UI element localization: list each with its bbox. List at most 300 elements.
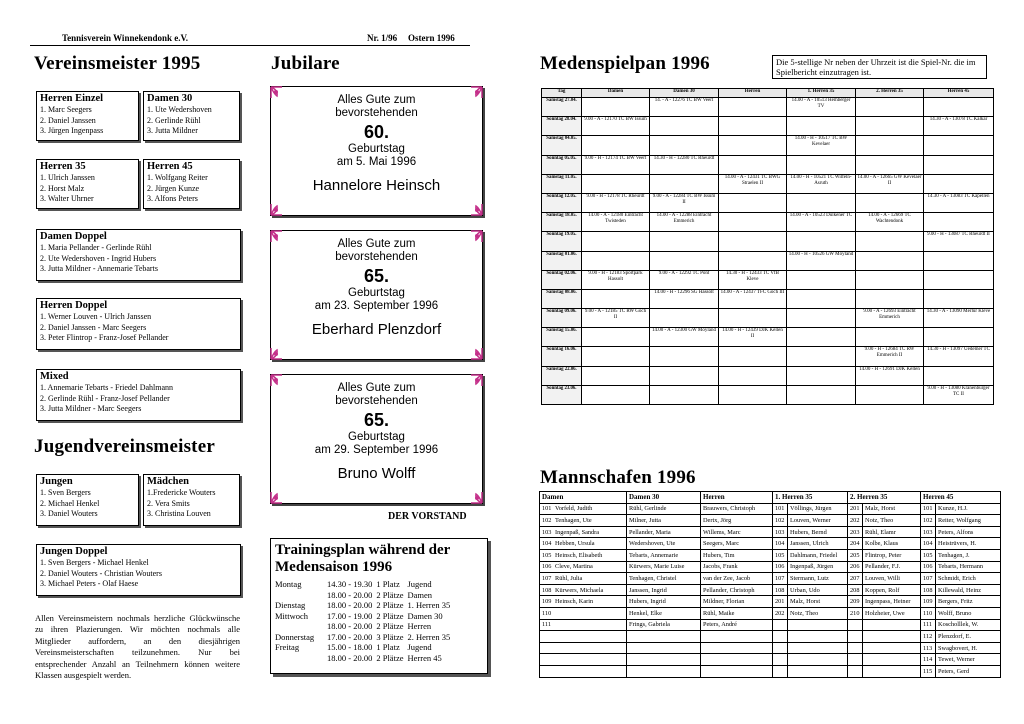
medenspiel-match bbox=[582, 385, 650, 404]
player-number: Peters, Gerd bbox=[936, 665, 1001, 677]
mannschaft-damen-cell bbox=[540, 654, 627, 666]
player-name: 209 bbox=[848, 596, 863, 608]
training-row bbox=[275, 579, 454, 590]
player-name: Heinsch, Karin bbox=[555, 598, 594, 606]
player-number: Flintrop, Peter bbox=[863, 549, 921, 561]
training-cell: 3 Plätze bbox=[376, 631, 404, 642]
medenspiel-match bbox=[787, 289, 856, 308]
player-number bbox=[863, 642, 921, 654]
player-number: Hubers, Bernd bbox=[788, 526, 848, 538]
player-name: 106 bbox=[773, 561, 788, 573]
card-age: 60. bbox=[363, 121, 390, 142]
player-number: Schmidt, Erich bbox=[936, 573, 1001, 585]
medenspiel-match: 14.00 - H - 10517 TC BW Kevelaer bbox=[787, 136, 856, 155]
player-number: Notz, Theo bbox=[863, 515, 921, 527]
box-title: Damen Doppel bbox=[40, 231, 107, 242]
training-cell: Damen 30 bbox=[407, 610, 443, 621]
mannschaft-row bbox=[540, 631, 1001, 643]
player-number: Killewald, Heinz bbox=[936, 584, 1001, 596]
medenspiel-row bbox=[542, 232, 994, 251]
mannschaft-row bbox=[540, 642, 1001, 654]
player-number: Plenzdorf, E. bbox=[936, 631, 1001, 643]
card-age: 65. bbox=[363, 409, 390, 430]
header-rule bbox=[30, 45, 470, 46]
mannschaft-row bbox=[540, 538, 1001, 550]
player-name: 104 bbox=[773, 538, 788, 550]
corner-ornament-icon bbox=[270, 484, 290, 504]
box-line: 3. Christina Louven bbox=[147, 509, 211, 518]
player-number bbox=[863, 631, 921, 643]
card-date: am 5. Mai 1996 bbox=[336, 156, 417, 168]
medenspiel-match bbox=[924, 366, 994, 385]
medenspiel-row bbox=[542, 270, 994, 289]
mannschaft-col-header: Damen 30 bbox=[627, 492, 701, 504]
training-cell: Dienstag bbox=[275, 600, 306, 610]
medenspiel-match: 9.00 - A - 12292 TC Pont bbox=[650, 270, 719, 289]
medenspiel-day: Sonntag 09.06. bbox=[542, 309, 582, 328]
medenspiel-day: Samstag 22.06. bbox=[542, 366, 582, 385]
medenspiel-match bbox=[856, 251, 924, 270]
medenspiel-match bbox=[582, 232, 650, 251]
medenspiel-match bbox=[856, 289, 924, 308]
medenspiel-day: Samstag 08.06. bbox=[542, 289, 582, 308]
medenspiel-day: Sonntag 28.04. bbox=[542, 117, 582, 136]
box-jungen bbox=[36, 474, 139, 526]
training-row bbox=[275, 621, 454, 632]
player-name bbox=[773, 654, 788, 666]
player-number: Willems, Marc bbox=[701, 526, 773, 538]
player-name: 101 bbox=[773, 503, 788, 515]
birthday-card-2 bbox=[270, 230, 483, 360]
medenspiel-match: 9.00 - A - 12185 TC RW Goch II bbox=[582, 309, 650, 328]
medenspiel-match bbox=[719, 213, 787, 232]
player-name: Vorfeld, Judith bbox=[555, 505, 593, 513]
medenspiel-match: 14.00 - A - 12669 TC Wachtendonk bbox=[856, 213, 924, 232]
player-name: Rühl, Julia bbox=[555, 574, 583, 582]
mannschaft-row bbox=[540, 584, 1001, 596]
box-line: 3. Daniel Wouters bbox=[40, 509, 98, 518]
player-number bbox=[701, 665, 773, 677]
box-maedchen bbox=[143, 474, 240, 526]
medenspiel-match bbox=[924, 136, 994, 155]
medenspiel-day: Samstag 11.05. bbox=[542, 174, 582, 193]
box-line: 1. Ute Wedershoven bbox=[147, 105, 212, 114]
player-name: Hebben, Ursula bbox=[555, 540, 595, 548]
box-line: 2. Ute Wedershoven - Ingrid Hubers bbox=[40, 253, 157, 263]
player-number: Janssen, Ulrich bbox=[788, 538, 848, 550]
trainingsplan-table bbox=[275, 579, 454, 663]
box-herren-einzel bbox=[36, 91, 139, 141]
medenspiel-match: 14.00 - H - 10526 GW Moyland bbox=[787, 251, 856, 270]
training-cell: Herren 45 bbox=[407, 652, 442, 663]
medenspiel-match bbox=[650, 385, 719, 404]
medenspiel-row bbox=[542, 289, 994, 308]
medenspiel-row bbox=[542, 174, 994, 193]
medenspiel-row bbox=[542, 155, 994, 174]
training-cell: 1 Platz bbox=[376, 579, 400, 589]
training-cell: Donnerstag bbox=[275, 631, 315, 642]
mannschaft-damen-cell bbox=[540, 607, 627, 619]
player-name: 201 bbox=[848, 503, 863, 515]
medenspiel-match: 14.30 - A - 13090 Merlur Kleve bbox=[924, 309, 994, 328]
player-number: Reiter, Wolfgang bbox=[936, 515, 1001, 527]
player-number: Ingenpaß, Jürgen bbox=[788, 561, 848, 573]
medenspiel-match bbox=[787, 309, 856, 328]
player-name: 114 bbox=[921, 654, 936, 666]
player-number bbox=[788, 642, 848, 654]
medenspiel-match bbox=[924, 155, 994, 174]
box-line: 2. Gerlinde Rühl bbox=[147, 115, 201, 125]
mannschaft-damen-cell bbox=[540, 561, 627, 573]
medenspiel-match bbox=[719, 98, 787, 117]
mannschaft-damen-cell bbox=[540, 538, 627, 550]
medenspiel-match: 14.30 - H - 12280 TC Rheurdt bbox=[650, 155, 719, 174]
medenspiel-match bbox=[650, 309, 719, 328]
issue-number: Nr. 1/96 bbox=[367, 33, 398, 43]
medenspiel-row bbox=[542, 309, 994, 328]
corner-ornament-icon bbox=[270, 374, 290, 394]
training-row bbox=[275, 632, 454, 643]
medenspiel-match: 9.00 - A - 12170 TC BW Issum bbox=[582, 117, 650, 136]
birthday-card-3 bbox=[270, 374, 483, 504]
medenspiel-col-header: Tag bbox=[542, 89, 582, 98]
card-greeting: Alles Gute zum bbox=[337, 238, 416, 250]
medenspiel-match bbox=[924, 289, 994, 308]
box-line: 1. Werner Louven - Ulrich Janssen bbox=[40, 312, 152, 321]
medenspiel-match: 14.00 - H - 12691 DJK Kellen bbox=[856, 366, 924, 385]
player-name: Henkel, Elke bbox=[627, 607, 701, 619]
player-number bbox=[701, 654, 773, 666]
medenspiel-col-header: Herren bbox=[719, 89, 787, 98]
medenspiel-table bbox=[541, 88, 994, 405]
player-name: Cleve, Martina bbox=[555, 563, 593, 571]
training-cell: 2 Plätze bbox=[376, 589, 404, 600]
medenspiel-match bbox=[582, 136, 650, 155]
box-line: 2. Vera Smits bbox=[147, 498, 190, 508]
medenspiel-match bbox=[924, 270, 994, 289]
player-number bbox=[863, 665, 921, 677]
player-name: 107 bbox=[773, 573, 788, 585]
player-name: 101 bbox=[921, 503, 936, 515]
player-number: 109 bbox=[542, 598, 552, 606]
mannschaft-row bbox=[540, 607, 1001, 619]
medenspiel-match: 14.00 - A - 12180 Eintracht Twisteden bbox=[582, 213, 650, 232]
box-title: Herren 45 bbox=[147, 161, 193, 172]
player-name bbox=[773, 642, 788, 654]
medenspiel-match: 14.00 - A - 12300 GW Moyland bbox=[650, 328, 719, 347]
corner-ornament-icon bbox=[463, 340, 483, 360]
medenspiel-match bbox=[787, 328, 856, 347]
card-greeting-2: bevorstehenden bbox=[335, 251, 418, 263]
player-number: Peters, Alfons bbox=[936, 526, 1001, 538]
player-name bbox=[627, 654, 701, 666]
medenspiel-col-header: 1. Herren 35 bbox=[787, 89, 856, 98]
box-herren-doppel bbox=[36, 298, 241, 350]
medenspiel-match: 9.00 - H - 13087 TC Rheurdt II bbox=[924, 232, 994, 251]
training-cell: Damen bbox=[407, 589, 433, 600]
card-greeting-2: bevorstehenden bbox=[335, 107, 418, 119]
medenspiel-match bbox=[719, 347, 787, 366]
mannschaft-col-header: 1. Herren 35 bbox=[773, 492, 848, 504]
medenspiel-match: 9.00 - H - 13080 Kranenburger TC II bbox=[924, 385, 994, 404]
player-number: Kunze, H.J. bbox=[936, 503, 1001, 515]
mannschaft-col-header: 2. Herren 35 bbox=[848, 492, 921, 504]
corner-ornament-icon bbox=[463, 374, 483, 394]
player-name: 108 bbox=[921, 584, 936, 596]
mannschaft-damen-cell bbox=[540, 526, 627, 538]
player-name: 104 bbox=[921, 538, 936, 550]
player-name: 207 bbox=[848, 573, 863, 585]
medenspiel-row bbox=[542, 385, 994, 404]
medenspiel-match bbox=[582, 251, 650, 270]
player-name: Wedershoven, Ute bbox=[627, 538, 701, 550]
medenspiel-match: 14.00 - H - 12439 DJK Kellen II bbox=[719, 328, 787, 347]
player-name: 115 bbox=[921, 665, 936, 677]
medenspiel-match bbox=[856, 385, 924, 404]
corner-ornament-icon bbox=[463, 484, 483, 504]
box-title: Mädchen bbox=[147, 476, 189, 487]
medenspiel-match bbox=[650, 117, 719, 136]
medenspiel-match bbox=[856, 193, 924, 212]
medenspiel-row bbox=[542, 347, 994, 366]
player-number: Koppen, Rolf bbox=[863, 584, 921, 596]
medenspiel-match: 14.30 - A - 13083 TC Kapellen bbox=[924, 193, 994, 212]
training-cell: 14.30 - 19.30 bbox=[327, 579, 373, 589]
medenspiel-match bbox=[582, 174, 650, 193]
training-cell: 2 Plätze bbox=[376, 610, 404, 621]
training-cell: 2 Plätze bbox=[376, 621, 404, 631]
medenspiel-match bbox=[650, 347, 719, 366]
player-name: 105 bbox=[773, 549, 788, 561]
mannschaft-damen-cell bbox=[540, 503, 627, 515]
mannschaft-damen-cell bbox=[540, 573, 627, 585]
box-line: 2. Daniel Janssen - Marc Seegers bbox=[40, 322, 147, 332]
corner-ornament-icon bbox=[463, 196, 483, 216]
box-title: Jungen bbox=[40, 476, 73, 487]
player-number: Tebarts, Hermann bbox=[936, 561, 1001, 573]
medenspiel-day: Samstag 15.06. bbox=[542, 328, 582, 347]
player-name: 202 bbox=[773, 607, 788, 619]
medenspiel-match bbox=[924, 174, 994, 193]
corner-ornament-icon bbox=[270, 86, 290, 106]
medenspiel-day: Samstag 18.05. bbox=[542, 213, 582, 232]
player-number bbox=[788, 654, 848, 666]
trainingsplan-title: Trainingsplan während der Medensaison 1996 bbox=[275, 542, 451, 575]
medenspiel-match: 14.00 - A - 12288 Eintracht Emmerich bbox=[650, 213, 719, 232]
corner-ornament-icon bbox=[270, 196, 290, 216]
player-number: Tewet, Werner bbox=[936, 654, 1001, 666]
medenspiel-match bbox=[650, 232, 719, 251]
card-greeting: Alles Gute zum bbox=[337, 382, 416, 394]
box-line: 2. Gerlinde Rühl - Franz-Josef Pellander bbox=[40, 393, 170, 403]
medenspiel-match: 9.00 - H - 12183 Sportpark Hassolt bbox=[582, 270, 650, 289]
card-name: Eberhard Plenzdorf bbox=[311, 320, 442, 338]
medenspiel-match bbox=[719, 193, 787, 212]
player-number: 111 bbox=[542, 621, 551, 629]
mannschaft-row bbox=[540, 561, 1001, 573]
box-line: 2. Jürgen Kunze bbox=[147, 183, 200, 193]
medenspiel-match: 14.00 - H - 10521 TC Wilfeln-Asruth bbox=[787, 174, 856, 193]
mannschaft-damen-cell bbox=[540, 642, 627, 654]
player-name bbox=[627, 631, 701, 643]
medenspiel-row bbox=[542, 366, 994, 385]
player-number: Dertx, Jörg bbox=[701, 515, 773, 527]
corner-ornament-icon bbox=[270, 230, 290, 250]
medenspiel-day: Sonntag 12.05. bbox=[542, 193, 582, 212]
player-name bbox=[848, 642, 863, 654]
medenspiel-match bbox=[719, 251, 787, 270]
medenspiel-match bbox=[582, 366, 650, 385]
player-name: 205 bbox=[848, 549, 863, 561]
box-mixed bbox=[36, 369, 241, 421]
player-name: 108 bbox=[773, 584, 788, 596]
player-name: 102 bbox=[921, 515, 936, 527]
card-greeting: Alles Gute zum bbox=[337, 94, 416, 106]
mannschaft-row bbox=[540, 573, 1001, 585]
player-number: 105 bbox=[542, 551, 552, 559]
player-number: Ingenpass, Heiner bbox=[863, 596, 921, 608]
box-line: 3. Jutta Mildner - Annemarie Tebarts bbox=[40, 264, 158, 273]
medenspiel-day: Sonntag 05.05. bbox=[542, 155, 582, 174]
medenspiel-match bbox=[856, 232, 924, 251]
medenspiel-col-header: Damen bbox=[582, 89, 650, 98]
player-number: 107 bbox=[542, 574, 552, 582]
mannschaft-row bbox=[540, 596, 1001, 608]
player-name: Frings, Gabriela bbox=[627, 619, 701, 631]
mannschaft-damen-cell bbox=[540, 584, 627, 596]
jugend-title: Jugendvereinsmeister bbox=[34, 436, 215, 457]
player-number: 103 bbox=[542, 528, 552, 536]
box-title: Damen 30 bbox=[147, 93, 193, 104]
player-name: 206 bbox=[848, 561, 863, 573]
player-name: 202 bbox=[848, 515, 863, 527]
box-line: 3. Jutta Mildner bbox=[147, 126, 198, 135]
player-number bbox=[701, 631, 773, 643]
training-cell: Montag bbox=[275, 579, 302, 589]
medenspiel-match bbox=[650, 251, 719, 270]
box-title: Herren 35 bbox=[40, 161, 86, 172]
player-number: 110 bbox=[542, 609, 552, 617]
player-name: 110 bbox=[921, 607, 936, 619]
medenspiel-match bbox=[582, 289, 650, 308]
training-cell: 2 Plätze bbox=[376, 652, 404, 663]
mannschaft-damen-cell bbox=[540, 549, 627, 561]
box-herren-45 bbox=[143, 159, 240, 209]
player-name: Tenhagen, Christel bbox=[627, 573, 701, 585]
player-name: Kürwers, Michaela bbox=[555, 586, 604, 594]
medenspiel-match bbox=[787, 270, 856, 289]
training-row bbox=[275, 611, 454, 622]
medenspiel-match: 14.00 - A - 12431 TC BWG Straelen II bbox=[719, 174, 787, 193]
training-row bbox=[275, 600, 454, 611]
player-name: 210 bbox=[848, 607, 863, 619]
mannschaft-damen-cell bbox=[540, 596, 627, 608]
player-number: Stermann, Lutz bbox=[788, 573, 848, 585]
medenspiel-row bbox=[542, 98, 994, 117]
vereinsmeister-title: Vereinsmeister 1995 bbox=[34, 53, 201, 74]
medenspiel-match bbox=[924, 213, 994, 232]
player-number bbox=[701, 642, 773, 654]
training-cell: Mittwoch bbox=[275, 610, 309, 621]
player-number: Dahlmann, Friedel bbox=[788, 549, 848, 561]
training-row bbox=[275, 590, 454, 601]
medenspiel-match: 9.00 - H - 12174 TC BW Veert bbox=[582, 155, 650, 174]
medenspiel-match bbox=[719, 117, 787, 136]
training-cell: 1 Platz bbox=[376, 642, 400, 652]
box-title: Herren Einzel bbox=[40, 93, 104, 104]
player-number: 108 bbox=[542, 586, 552, 594]
box-line: 3. Walter Uhrner bbox=[40, 194, 94, 203]
medenspiel-day: Sonntag 23.06. bbox=[542, 385, 582, 404]
training-cell bbox=[275, 653, 327, 664]
medenspiel-match: 14.00 - A - 10513 Hemberger TV bbox=[787, 98, 856, 117]
player-name: 111 bbox=[921, 619, 936, 631]
medenspiel-match bbox=[856, 328, 924, 347]
jubilare-title: Jubilare bbox=[271, 53, 340, 74]
player-number: Kolbe, Klaus bbox=[863, 538, 921, 550]
medenspiel-match bbox=[924, 251, 994, 270]
mannschaft-damen-cell bbox=[540, 619, 627, 631]
medenspiel-match bbox=[650, 366, 719, 385]
card-date: am 29. September 1996 bbox=[314, 444, 439, 456]
training-cell: Jugend bbox=[407, 642, 432, 652]
medenspiel-match bbox=[787, 193, 856, 212]
medenspiel-day: Samstag 04.05. bbox=[542, 136, 582, 155]
card-greeting-2: bevorstehenden bbox=[335, 395, 418, 407]
box-line: 3. Jutta Mildner - Marc Seegers bbox=[40, 404, 142, 413]
card-birthday-word: Geburtstag bbox=[348, 142, 405, 155]
box-line: 3. Michael Peters - Olaf Haese bbox=[40, 579, 139, 588]
player-name: 109 bbox=[921, 596, 936, 608]
medenspiel-row bbox=[542, 193, 994, 212]
mannschaft-damen-cell bbox=[540, 515, 627, 527]
player-number: Hubers, Tim bbox=[701, 549, 773, 561]
medenspiel-match bbox=[787, 117, 856, 136]
training-cell: 15.00 - 18.00 bbox=[327, 642, 373, 652]
player-number: van der Zee, Jacob bbox=[701, 573, 773, 585]
player-number: 106 bbox=[542, 563, 552, 571]
training-cell: Herren bbox=[407, 621, 432, 631]
trainingsplan-box bbox=[270, 538, 488, 674]
player-number: Louven, Werner bbox=[788, 515, 848, 527]
medenspiel-title: Medenspielpan 1996 bbox=[540, 53, 710, 74]
mannschaft-row bbox=[540, 526, 1001, 538]
medenspiel-match bbox=[719, 232, 787, 251]
mannschaften-table bbox=[539, 491, 1001, 678]
player-number: Tenhagen, J. bbox=[936, 549, 1001, 561]
medenspiel-match bbox=[924, 328, 994, 347]
medenspiel-match bbox=[924, 98, 994, 117]
player-name: Milner, Jutta bbox=[627, 515, 701, 527]
box-line: 2. Daniel Janssen bbox=[40, 115, 96, 125]
medenspiel-match bbox=[719, 155, 787, 174]
card-birthday-word: Geburtstag bbox=[348, 286, 405, 299]
medenspiel-day: Samstag 01.06. bbox=[542, 251, 582, 270]
player-name bbox=[773, 631, 788, 643]
medenspiel-match bbox=[856, 136, 924, 155]
medenspiel-row bbox=[542, 328, 994, 347]
medenspiel-match bbox=[856, 98, 924, 117]
corner-ornament-icon bbox=[270, 340, 290, 360]
medenspiel-row bbox=[542, 117, 994, 136]
box-line: 1.Fredericke Wouters bbox=[147, 488, 216, 497]
training-cell bbox=[275, 590, 327, 601]
mannschaft-row bbox=[540, 654, 1001, 666]
mannschaften-table-wrap bbox=[539, 491, 1001, 678]
player-number bbox=[788, 631, 848, 643]
box-title: Jungen Doppel bbox=[40, 546, 108, 557]
box-line: 3. Peter Flintrop - Franz-Josef Pellander bbox=[40, 333, 169, 342]
